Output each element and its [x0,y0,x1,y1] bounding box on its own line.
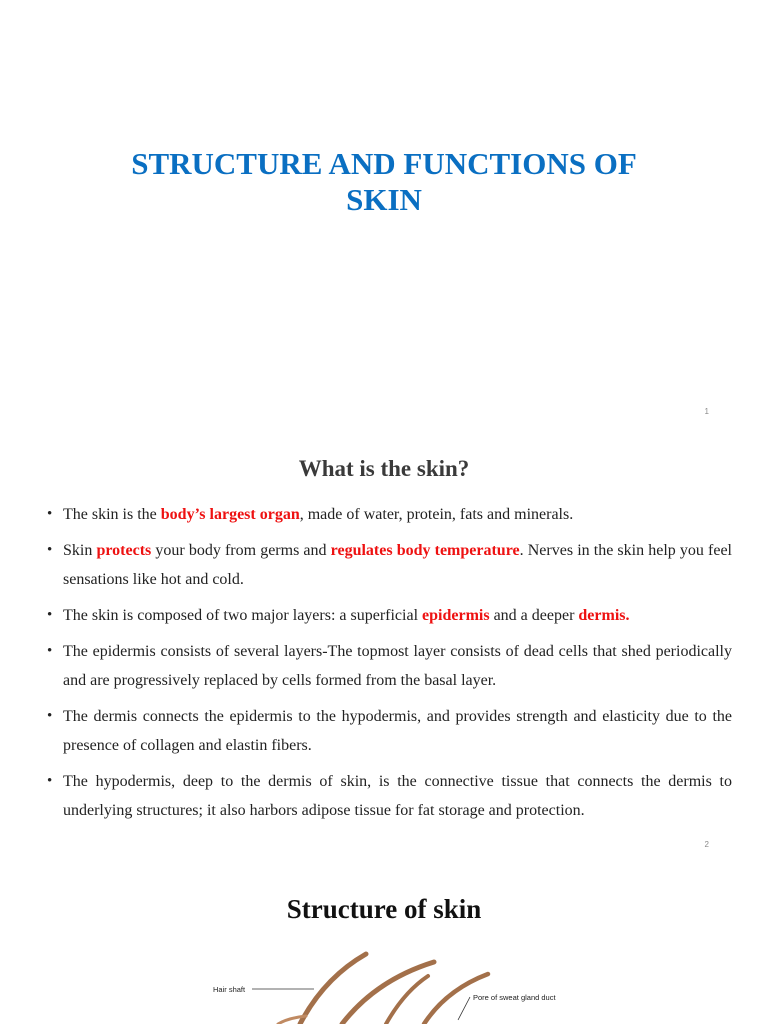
bullet-text: The epidermis consists of several layers-The topmost layer consists of dead cells that shed periodically and are progressively replaced by cells formed from the basal layer. [63,643,732,689]
bullet-text: The dermis connects the epidermis to the hypodermis, and provides strength and elasticity due to the presence of collagen and elastin fibers. [63,708,732,754]
skin-diagram-image [128,950,594,1024]
bullet-item [45,536,732,594]
bullet-dot-icon: • [47,542,53,558]
bullet-item [45,767,732,825]
bullet-text: your body from germs and [151,542,331,559]
highlighted-term: regulates body temperature [330,542,520,559]
title-line-2: SKIN [346,182,422,217]
label-hair-shaft: Hair shaft [213,985,246,994]
slide-heading: Structure of skin [286,894,482,924]
page-number: 1 [704,407,709,416]
bullet-dot-icon: • [47,708,53,724]
bullet-text: The hypodermis, deep to the dermis of skin, is the connective tissue that connects the dermis to underlying structures; it also harbors adipose tissue for fat storage and protection. [63,773,732,819]
bullet-dot-icon: • [47,773,53,789]
diagram-background [128,950,594,1024]
bullet-text: Skin [63,542,97,559]
bullet-list [45,500,732,832]
slide-structure-of-skin [0,862,768,1024]
slide-what-is-skin [0,430,768,862]
bullet-item [45,601,732,630]
label-sweat-pore: Pore of sweat gland duct [473,993,556,1002]
bullet-item [45,637,732,695]
bullet-item [45,500,732,529]
bullet-dot-icon: • [47,607,53,623]
highlighted-term: protects [96,542,152,559]
highlighted-term: body’s largest organ [160,506,300,523]
title-line-1: STRUCTURE AND FUNCTIONS OF [131,146,637,181]
bullet-text: . Nerves in the skin help you feel sensations like hot and cold. [63,542,732,588]
bullet-dot-icon: • [47,643,53,659]
highlighted-term: epidermis [422,607,490,624]
bullet-item [45,702,732,760]
bullet-dot-icon: • [47,506,53,522]
page-number: 2 [704,840,709,849]
highlighted-term: dermis. [578,607,630,624]
slide-title [0,0,768,430]
bullet-text: and a deeper [489,607,579,624]
bullet-text: The skin is composed of two major layers: a superficial [63,607,423,624]
bullet-text: , made of water, protein, fats and minerals. [299,506,574,523]
slide-heading: What is the skin? [298,456,470,481]
presentation-title [0,146,768,218]
bullet-text: The skin is the [63,506,161,523]
